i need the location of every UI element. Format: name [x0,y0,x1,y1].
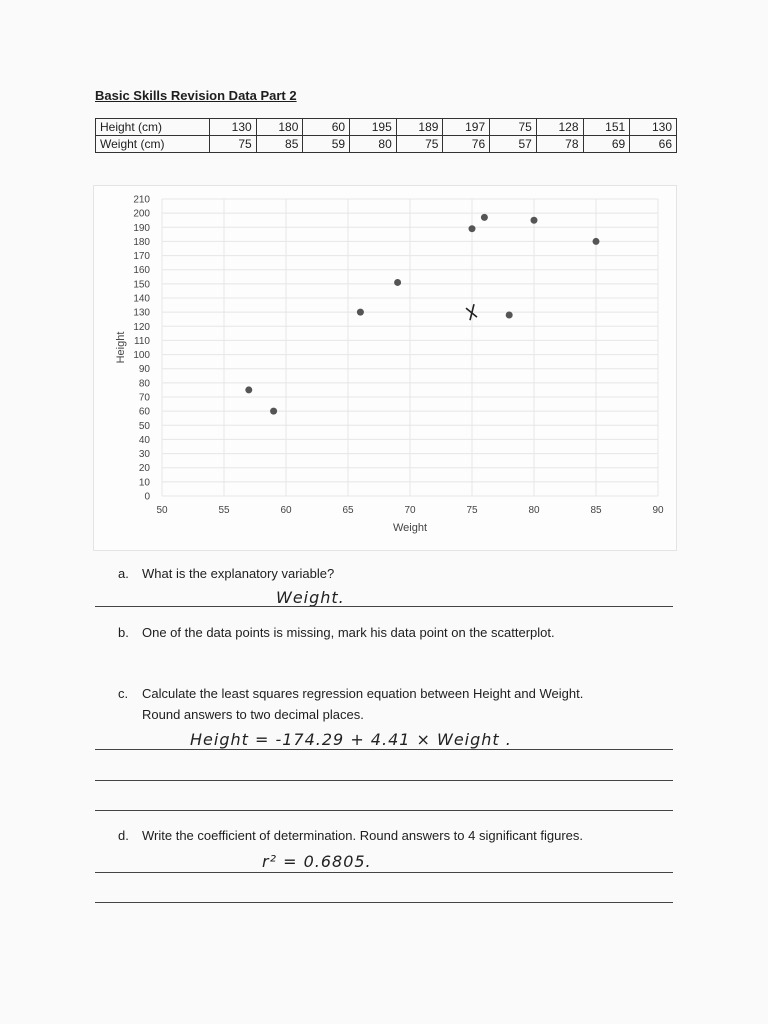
data-point [394,279,401,286]
x-tick-label: 50 [156,505,168,516]
question-c [118,683,583,725]
answer-line [95,902,673,903]
y-tick-label: 180 [133,236,150,248]
table-cell: 195 [350,119,397,136]
question-letter: b. [118,625,129,640]
x-tick-label: 80 [528,505,540,516]
y-tick-label: 170 [133,251,150,263]
table-cell: 128 [536,119,583,136]
y-tick-label: 20 [138,463,150,475]
data-point [270,408,277,415]
answer-line [95,872,673,873]
scatter-plot-svg [94,186,676,550]
question-a [118,563,334,584]
table-cell: 130 [210,119,257,136]
table-cell: 189 [396,119,443,136]
table-cell: 76 [443,136,490,153]
table-cell: 66 [630,136,677,153]
data-point [506,311,513,318]
question-text: Calculate the least squares regression equation between Height and Weight. [142,686,584,701]
y-tick-label: 150 [133,279,150,291]
question-b [118,622,555,643]
data-point [481,214,488,221]
question-text: One of the data points is missing, mark his data point on the scatterplot. [142,625,555,640]
data-point [593,238,600,245]
y-tick-label: 110 [134,335,150,347]
y-tick-label: 30 [138,449,150,461]
y-tick-label: 60 [138,406,150,418]
table-cell: 80 [350,136,397,153]
table-cell: 151 [583,119,630,136]
y-tick-label: 50 [138,420,150,432]
data-table [95,118,677,153]
y-tick-label: 0 [144,491,150,503]
answer-d-handwriting: r² = 0.6805. [262,852,372,871]
question-d [118,825,583,846]
table-cell: 69 [583,136,630,153]
table-cell: 75 [210,136,257,153]
question-text: Write the coefficient of determination. Round answers to 4 significant figures. [142,828,584,843]
data-point [245,386,252,393]
y-tick-label: 160 [133,265,150,277]
table-cell: 85 [256,136,303,153]
y-tick-label: 10 [138,477,150,489]
table-cell: 75 [490,119,537,136]
table-row [96,119,677,136]
data-point [531,217,538,224]
x-tick-label: 55 [218,505,230,516]
row-header: Weight (cm) [96,136,210,153]
y-tick-label: 130 [133,307,150,319]
table-cell: 78 [536,136,583,153]
answer-line [95,606,673,607]
question-letter: d. [118,828,129,843]
scatter-chart [93,185,677,551]
data-point [357,309,364,316]
table-cell: 180 [256,119,303,136]
table-cell: 60 [303,119,350,136]
answer-line [95,749,673,750]
y-tick-label: 40 [138,434,150,446]
table-cell: 57 [490,136,537,153]
table-cell: 130 [630,119,677,136]
question-text-continued: Round answers to two decimal places. [142,707,364,722]
table-cell: 197 [443,119,490,136]
y-tick-label: 80 [138,378,150,390]
y-tick-label: 210 [133,194,150,206]
answer-a-handwriting: Weight. [276,588,345,607]
question-text: What is the explanatory variable? [142,566,335,581]
y-tick-label: 140 [133,293,150,305]
answer-line [95,810,673,811]
x-tick-label: 70 [404,505,416,516]
x-tick-label: 85 [590,505,602,516]
page-title: Basic Skills Revision Data Part 2 [95,88,297,103]
x-tick-label: 65 [342,505,354,516]
x-tick-label: 90 [652,505,664,516]
x-tick-label: 60 [280,505,292,516]
answer-line [95,780,673,781]
x-tick-label: 75 [466,505,478,516]
x-axis-label: Weight [392,522,428,534]
y-axis-label: Height [115,331,127,364]
table-cell: 75 [396,136,443,153]
y-tick-label: 100 [133,350,150,362]
y-tick-label: 200 [133,208,150,220]
question-letter: a. [118,566,129,581]
answer-c-handwriting: Height = -174.29 + 4.41 × Weight . [190,730,512,749]
y-tick-label: 120 [133,321,150,333]
y-tick-label: 70 [138,392,150,404]
table-row [96,136,677,153]
data-point [469,225,476,232]
y-tick-label: 190 [133,222,150,234]
y-tick-label: 90 [138,364,150,376]
row-header: Height (cm) [96,119,210,136]
question-letter: c. [118,686,129,701]
table-cell: 59 [303,136,350,153]
